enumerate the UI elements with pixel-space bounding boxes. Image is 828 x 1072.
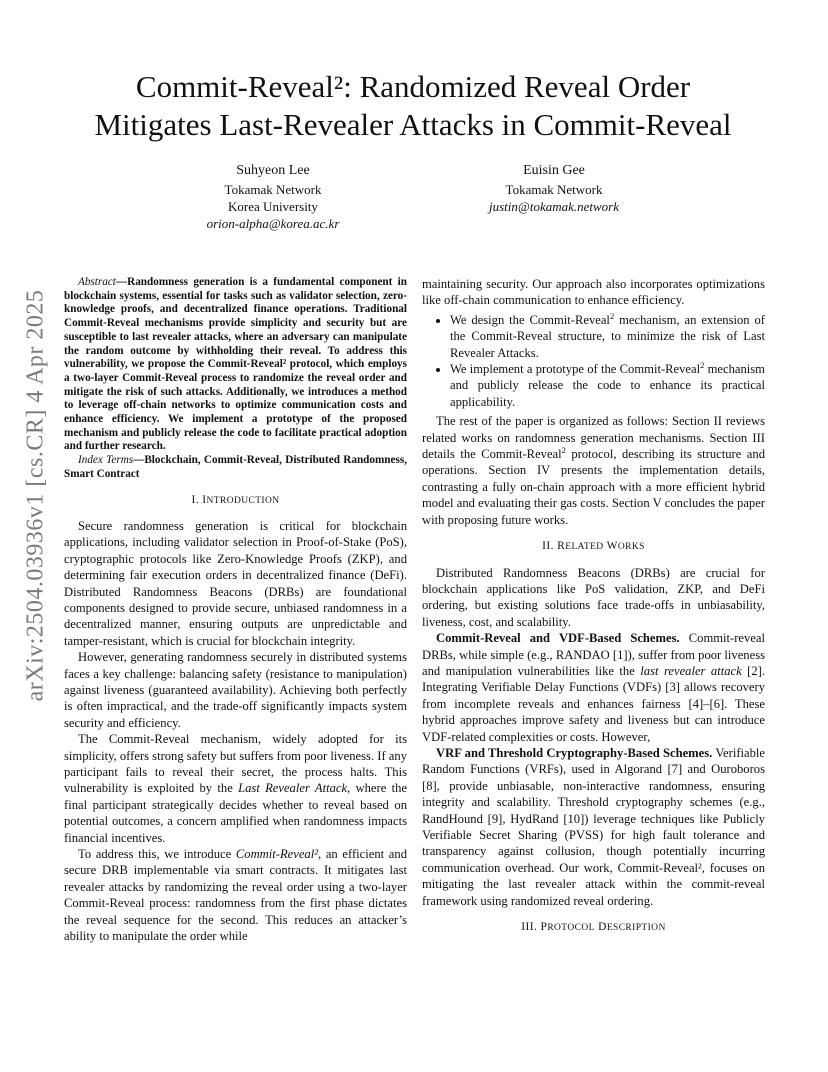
paragraph: The rest of the paper is organized as follows: Section II reviews related works on randomness generation mechanisms. Section III details the Commit-Reveal$^2$ protocol, describing its structure and operations. Section IV presents the implementation details, contrasting a fully on-chain approach with a more efficient hybrid model and evaluating their gas costs. Section V concludes the paper with proposing future works. [422,414,765,527]
author-block-1 [193,162,353,232]
section-heading-protocol-description: III. PROTOCOL DESCRIPTION [521,921,666,934]
author-affiliation: Korea University [228,199,318,214]
arxiv-identifier: arXiv:2504.03936v1 [cs.CR] 4 Apr 2025 [22,289,49,701]
paper-title [60,68,766,144]
paragraph: VRF and Threshold Cryptography-Based Schemes. Verifiable Random Functions (VRFs), used in Algorand [7] and Ouroboros [8], provide unbiasable, non-interactive randomness, ensuring integrity and scalability. Threshold cryptography schemes (e.g., RandHound [9], HydRand [10]) leverage techniques like Publicly Verifiable Secret Sharing (PVSS) for high fault tolerance and transparency against collusion, though potentially incurring communication overhead. Our work, Commit-Reveal², focuses on mitigating the last revealer attack within the commit-reveal framework using randomized reveal ordering. [422,745,765,908]
section-heading-related-works: II. RELATED WORKS [542,540,645,553]
title-line-2: Mitigates Last-Revealer Attacks in Commit-Reveal [94,107,732,142]
author-email: orion-alpha@korea.ac.kr [206,216,340,231]
title-line-1: Commit-Reveal²: Randomized Reveal Order [135,69,691,104]
author-name: Euisin Gee [523,163,585,178]
paragraph: The Commit-Reveal mechanism, widely adopted for its simplicity, offers strong safety but suffers from poor liveness. If any participant fails to reveal their secret, the process halts. This vulnerability is exploited by the Last Revealer Attack, where the final participant strategically decides whether to reveal based on potential outcomes, a concern amplified when randomness impacts financial incentives. [64,732,407,845]
author-affiliation: Tokamak Network [224,182,322,197]
paragraph: However, generating randomness securely in distributed systems faces a key challenge: balancing safety (resistance to manipulation) against liveness (guaranteed availability). Achieving both perfectly is often impractical, and the trade-off significantly impacts system security and efficiency. [64,650,407,730]
author-affiliation: Tokamak Network [505,182,603,197]
paragraph-continued: maintaining security. Our approach also incorporates optimizations like off-chain communication to enhance efficiency. [422,277,765,308]
section-heading-introduction: I. INTRODUCTION [191,493,280,506]
paragraph: Secure randomness generation is critical for blockchain applications, including validator selection in Proof-of-Stake (PoS), cryptographic protocols like Zero-Knowledge Proofs (ZKP), and determining fair execution orders in decentralized finance (DeFi). Distributed Randomness Beacons (DRBs) are foundational components designed to provide secure, unbiased randomness in a decentralized manner, ensuring outputs are unpredictable and tamper-resistant, which is crucial for blockchain integrity. [64,518,407,648]
author-block-2 [474,162,634,215]
list-item: • We design the Commit-Reveal$^2$ mechanism, an extension of the Commit-Reveal structure, to minimize the risk of Last Revealer Attacks. [450,312,765,361]
paragraph: To address this, we introduce Commit-Reveal², an efficient and secure DRB implementable via smart contracts. It mitigates last revealer attacks by randomizing the reveal order using a two-layer Commit-Reveal process: randomness from the first phase dictates the reveal sequence for the second. This reduces an attacker’s ability to manipulate the order while [64,847,407,944]
contributions-list [422,312,765,410]
author-name: Suhyeon Lee [236,163,310,178]
abstract-label: Abstract [78,276,116,288]
paragraph: Distributed Randomness Beacons (DRBs) are crucial for blockchain applications like PoS validation, ZKP, and DeFi ordering, but existing solutions face trade-offs in unbiasability, liveness, cost, and scalability. [422,565,765,629]
arxiv-identifier-margin [20,290,52,700]
abstract-text: —Randomness generation is a fundamental component in blockchain systems, essential for tasks such as validator selection, zero-knowledge proofs, and decentralized finance operations. Traditional Commit-Reveal mechanisms provide simplicity and security but are susceptible to last revealer attacks, where an adversary can manipulate the random outcome by withholding their reveal. To address this vulnerability, we propose the Commit-Reveal² protocol, which employs a two-layer Commit-Reveal process to randomize the reveal order and mitigate the risk of such attacks. Additionally, we introduces a method to leverage off-chain networks to optimize communication costs and enhance efficiency. We implement a prototype of the proposed mechanism and publicly release the code to facilitate practical adoption and further research. [64,276,407,453]
index-terms-label: Index Terms [78,454,134,467]
right-column [422,276,765,945]
paragraph: Commit-Reveal and VDF-Based Schemes. Commit-reveal DRBs, while simple (e.g., RANDAO [1]), suffer from poor liveness and manipulation vulnerabilities like the last revealer attack [2]. Integrating Verifiable Delay Functions (VDFs) [3] allows recovery from incomplete reveals and enhances fairness [4]–[6]. These hybrid approaches improve safety and liveness but can introduce VDF-related complexities or costs. However, [422,631,765,744]
author-email: justin@tokamak.network [488,199,620,214]
index-terms [64,454,407,481]
index-terms-text: —Blockchain, Commit-Reveal, Distributed Randomness, Smart Contract [64,454,408,480]
list-item: • We implement a prototype of the Commit-Reveal$^2$ mechanism and publicly release the code to enhance its practical applicability. [450,361,765,410]
left-column [64,276,407,945]
abstract [64,276,407,454]
